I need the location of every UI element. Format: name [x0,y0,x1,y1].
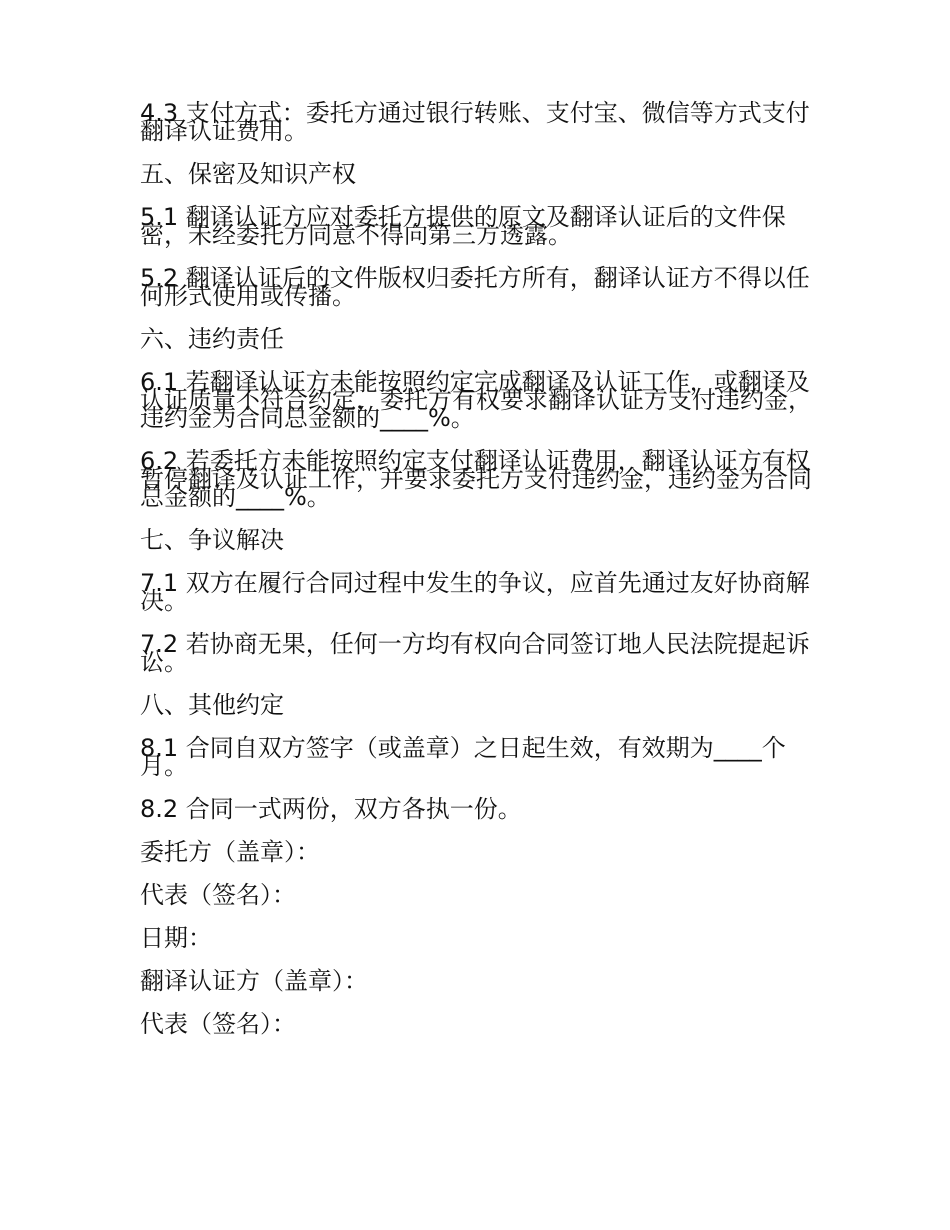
clause-5-2: 5.2 翻译认证后的文件版权归委托方所有，翻译认证方不得以任何形式使用或传播。 [140,264,810,310]
clause-5-1: 5.1 翻译认证方应对委托方提供的原文及翻译认证后的文件保密，未经委托方同意不得向第三方透露。 [140,203,786,249]
translator-seal-line: 翻译认证方（盖章）： [140,967,368,995]
clause-4-3: 4.3 支付方式：委托方通过银行转账、支付宝、微信等方式支付翻译认证费用。 [140,99,810,145]
clause-6-1: 6.1 若翻译认证方未能按照约定完成翻译及认证工作，或翻译及认证质量不符合约定，委托方有权要求翻译认证方支付违约金，违约金为合同总金额的____%。 [140,368,812,432]
section-8-heading: 八、其他约定 [140,691,284,719]
document-body [140,99,812,1058]
section-7-heading: 七、争议解决 [140,526,284,554]
clause-7-1: 7.1 双方在履行合同过程中发生的争议，应首先通过友好协商解决。 [140,569,810,615]
client-representative-line: 代表（签名）： [140,881,296,909]
clause-6-2: 6.2 若委托方未能按照约定支付翻译认证费用，翻译认证方有权暂停翻译及认证工作，并要求委托方支付违约金，违约金为合同总金额的____%。 [140,447,812,511]
section-5-heading: 五、保密及知识产权 [140,160,356,188]
clause-7-2: 7.2 若协商无果，任何一方均有权向合同签订地人民法院提起诉讼。 [140,630,810,676]
date-line: 日期： [140,924,212,952]
clause-8-2: 8.2 合同一式两份，双方各执一份。 [140,795,522,823]
clause-8-1: 8.1 合同自双方签字（或盖章）之日起生效，有效期为____个月。 [140,734,786,780]
section-6-heading: 六、违约责任 [140,325,284,353]
translator-representative-line: 代表（签名）： [140,1010,296,1038]
client-seal-line: 委托方（盖章）： [140,838,320,866]
